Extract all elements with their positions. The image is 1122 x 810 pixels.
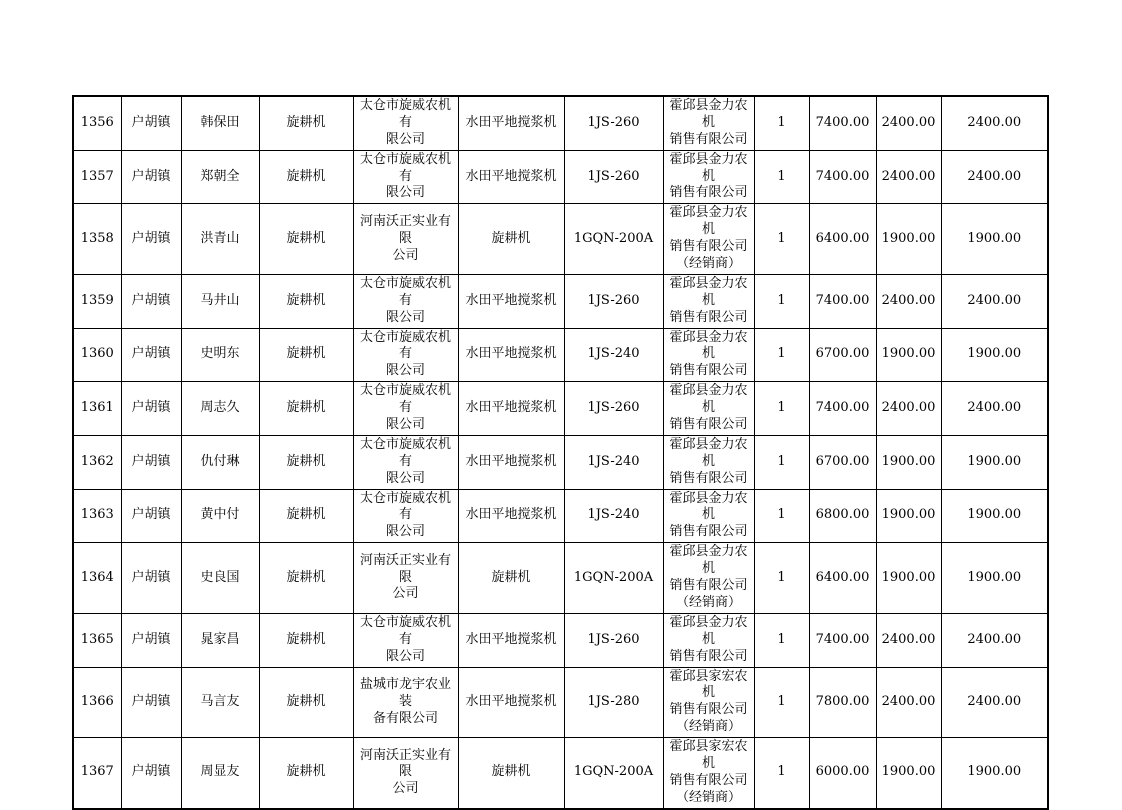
cell-subsidy-total: 2400.00 [941, 382, 1048, 436]
cell-quantity: 1 [754, 204, 809, 275]
cell-machine-name: 旋耕机 [458, 738, 564, 809]
cell-machine-type: 旋耕机 [259, 667, 353, 738]
cell-machine-name: 水田平地搅浆机 [458, 96, 564, 150]
cell-machine-type: 旋耕机 [259, 150, 353, 204]
cell-quantity: 1 [754, 543, 809, 614]
cell-quantity: 1 [754, 613, 809, 667]
cell-person-name: 周显友 [181, 738, 259, 809]
cell-quantity: 1 [754, 150, 809, 204]
cell-model: 1GQN-200A [564, 738, 663, 809]
cell-model: 1JS-260 [564, 96, 663, 150]
cell-model: 1JS-260 [564, 150, 663, 204]
cell-price: 6400.00 [809, 543, 876, 614]
cell-person-name: 仇付琳 [181, 435, 259, 489]
cell-subsidy-total: 2400.00 [941, 274, 1048, 328]
cell-model: 1JS-260 [564, 382, 663, 436]
table-row [73, 328, 1048, 382]
cell-machine-name: 水田平地搅浆机 [458, 489, 564, 543]
cell-serial-number: 1362 [73, 435, 121, 489]
cell-subsidy-total: 1900.00 [941, 204, 1048, 275]
cell-quantity: 1 [754, 738, 809, 809]
cell-model: 1JS-260 [564, 613, 663, 667]
cell-machine-type: 旋耕机 [259, 274, 353, 328]
table-row [73, 382, 1048, 436]
cell-machine-name: 水田平地搅浆机 [458, 382, 564, 436]
cell-machine-name: 水田平地搅浆机 [458, 274, 564, 328]
cell-price: 6000.00 [809, 738, 876, 809]
cell-model: 1JS-240 [564, 435, 663, 489]
cell-person-name: 史良国 [181, 543, 259, 614]
cell-machine-type: 旋耕机 [259, 613, 353, 667]
cell-machine-name: 水田平地搅浆机 [458, 435, 564, 489]
cell-town: 户胡镇 [121, 435, 181, 489]
cell-quantity: 1 [754, 435, 809, 489]
table-row [73, 435, 1048, 489]
cell-serial-number: 1356 [73, 96, 121, 150]
cell-town: 户胡镇 [121, 667, 181, 738]
cell-dealer: 霍邱县金力农机 销售有限公司 （经销商） [663, 204, 754, 275]
cell-serial-number: 1359 [73, 274, 121, 328]
table-row [73, 738, 1048, 809]
cell-serial-number: 1358 [73, 204, 121, 275]
cell-quantity: 1 [754, 96, 809, 150]
cell-subsidy: 1900.00 [876, 204, 941, 275]
cell-person-name: 韩保田 [181, 96, 259, 150]
cell-machine-type: 旋耕机 [259, 738, 353, 809]
cell-town: 户胡镇 [121, 382, 181, 436]
cell-quantity: 1 [754, 667, 809, 738]
cell-price: 7400.00 [809, 96, 876, 150]
cell-manufacturer: 太仓市旋威农机有 限公司 [353, 435, 458, 489]
cell-subsidy-total: 2400.00 [941, 667, 1048, 738]
cell-dealer: 霍邱县金力农机 销售有限公司 [663, 274, 754, 328]
cell-subsidy: 2400.00 [876, 667, 941, 738]
table-body [73, 96, 1048, 809]
table-row [73, 150, 1048, 204]
cell-person-name: 马井山 [181, 274, 259, 328]
cell-model: 1JS-240 [564, 489, 663, 543]
cell-quantity: 1 [754, 274, 809, 328]
cell-machine-name: 水田平地搅浆机 [458, 150, 564, 204]
cell-manufacturer: 河南沃正实业有限 公司 [353, 543, 458, 614]
cell-quantity: 1 [754, 328, 809, 382]
cell-subsidy-total: 2400.00 [941, 96, 1048, 150]
cell-machine-name: 旋耕机 [458, 543, 564, 614]
cell-dealer: 霍邱县金力农机 销售有限公司 [663, 328, 754, 382]
subsidy-table [72, 95, 1049, 810]
cell-quantity: 1 [754, 382, 809, 436]
cell-town: 户胡镇 [121, 738, 181, 809]
table-row [73, 667, 1048, 738]
cell-machine-type: 旋耕机 [259, 489, 353, 543]
cell-price: 6700.00 [809, 328, 876, 382]
cell-dealer: 霍邱县金力农机 销售有限公司 [663, 96, 754, 150]
cell-manufacturer: 太仓市旋威农机有 限公司 [353, 328, 458, 382]
cell-machine-type: 旋耕机 [259, 204, 353, 275]
table-row [73, 543, 1048, 614]
cell-person-name: 郑朝全 [181, 150, 259, 204]
cell-person-name: 黄中付 [181, 489, 259, 543]
cell-model: 1JS-260 [564, 274, 663, 328]
cell-town: 户胡镇 [121, 274, 181, 328]
cell-person-name: 洪青山 [181, 204, 259, 275]
cell-serial-number: 1364 [73, 543, 121, 614]
cell-machine-name: 旋耕机 [458, 204, 564, 275]
cell-model: 1JS-240 [564, 328, 663, 382]
cell-subsidy: 1900.00 [876, 489, 941, 543]
cell-dealer: 霍邱县金力农机 销售有限公司 [663, 613, 754, 667]
cell-subsidy-total: 1900.00 [941, 738, 1048, 809]
cell-model: 1GQN-200A [564, 543, 663, 614]
cell-subsidy-total: 2400.00 [941, 150, 1048, 204]
cell-subsidy-total: 1900.00 [941, 543, 1048, 614]
cell-manufacturer: 太仓市旋威农机有 限公司 [353, 274, 458, 328]
cell-subsidy-total: 2400.00 [941, 613, 1048, 667]
cell-price: 6800.00 [809, 489, 876, 543]
cell-serial-number: 1367 [73, 738, 121, 809]
cell-subsidy: 2400.00 [876, 150, 941, 204]
cell-subsidy-total: 1900.00 [941, 435, 1048, 489]
cell-machine-name: 水田平地搅浆机 [458, 667, 564, 738]
cell-manufacturer: 太仓市旋威农机有 限公司 [353, 382, 458, 436]
cell-machine-type: 旋耕机 [259, 382, 353, 436]
cell-machine-type: 旋耕机 [259, 328, 353, 382]
cell-manufacturer: 太仓市旋威农机有 限公司 [353, 96, 458, 150]
cell-machine-type: 旋耕机 [259, 96, 353, 150]
cell-price: 6700.00 [809, 435, 876, 489]
cell-subsidy: 2400.00 [876, 613, 941, 667]
cell-town: 户胡镇 [121, 150, 181, 204]
cell-subsidy: 1900.00 [876, 435, 941, 489]
cell-dealer: 霍邱县金力农机 销售有限公司 （经销商） [663, 543, 754, 614]
cell-town: 户胡镇 [121, 96, 181, 150]
cell-manufacturer: 太仓市旋威农机有 限公司 [353, 613, 458, 667]
cell-subsidy: 1900.00 [876, 543, 941, 614]
cell-subsidy: 2400.00 [876, 382, 941, 436]
cell-dealer: 霍邱县金力农机 销售有限公司 [663, 435, 754, 489]
cell-town: 户胡镇 [121, 328, 181, 382]
cell-dealer: 霍邱县家宏农机 销售有限公司 （经销商） [663, 738, 754, 809]
cell-price: 7400.00 [809, 274, 876, 328]
cell-price: 7800.00 [809, 667, 876, 738]
cell-quantity: 1 [754, 489, 809, 543]
cell-manufacturer: 河南沃正实业有限 公司 [353, 204, 458, 275]
cell-manufacturer: 太仓市旋威农机有 限公司 [353, 150, 458, 204]
cell-serial-number: 1366 [73, 667, 121, 738]
cell-machine-type: 旋耕机 [259, 435, 353, 489]
cell-subsidy: 2400.00 [876, 96, 941, 150]
cell-manufacturer: 太仓市旋威农机有 限公司 [353, 489, 458, 543]
cell-subsidy-total: 1900.00 [941, 489, 1048, 543]
cell-town: 户胡镇 [121, 543, 181, 614]
cell-person-name: 周志久 [181, 382, 259, 436]
cell-dealer: 霍邱县家宏农机 销售有限公司 （经销商） [663, 667, 754, 738]
cell-subsidy: 2400.00 [876, 274, 941, 328]
cell-serial-number: 1363 [73, 489, 121, 543]
cell-person-name: 晁家昌 [181, 613, 259, 667]
cell-town: 户胡镇 [121, 204, 181, 275]
cell-subsidy-total: 1900.00 [941, 328, 1048, 382]
cell-machine-name: 水田平地搅浆机 [458, 613, 564, 667]
cell-subsidy: 1900.00 [876, 738, 941, 809]
cell-price: 6400.00 [809, 204, 876, 275]
cell-town: 户胡镇 [121, 489, 181, 543]
cell-person-name: 马言友 [181, 667, 259, 738]
cell-serial-number: 1361 [73, 382, 121, 436]
table-row [73, 204, 1048, 275]
cell-dealer: 霍邱县金力农机 销售有限公司 [663, 489, 754, 543]
cell-model: 1GQN-200A [564, 204, 663, 275]
cell-manufacturer: 河南沃正实业有限 公司 [353, 738, 458, 809]
cell-town: 户胡镇 [121, 613, 181, 667]
cell-price: 7400.00 [809, 613, 876, 667]
cell-serial-number: 1360 [73, 328, 121, 382]
table-row [73, 613, 1048, 667]
cell-serial-number: 1357 [73, 150, 121, 204]
cell-manufacturer: 盐城市龙宇农业装 备有限公司 [353, 667, 458, 738]
cell-person-name: 史明东 [181, 328, 259, 382]
table-row [73, 96, 1048, 150]
cell-serial-number: 1365 [73, 613, 121, 667]
cell-price: 7400.00 [809, 382, 876, 436]
cell-dealer: 霍邱县金力农机 销售有限公司 [663, 150, 754, 204]
cell-price: 7400.00 [809, 150, 876, 204]
cell-model: 1JS-280 [564, 667, 663, 738]
table-row [73, 489, 1048, 543]
cell-dealer: 霍邱县金力农机 销售有限公司 [663, 382, 754, 436]
cell-subsidy: 1900.00 [876, 328, 941, 382]
table-row [73, 274, 1048, 328]
cell-machine-type: 旋耕机 [259, 543, 353, 614]
cell-machine-name: 水田平地搅浆机 [458, 328, 564, 382]
